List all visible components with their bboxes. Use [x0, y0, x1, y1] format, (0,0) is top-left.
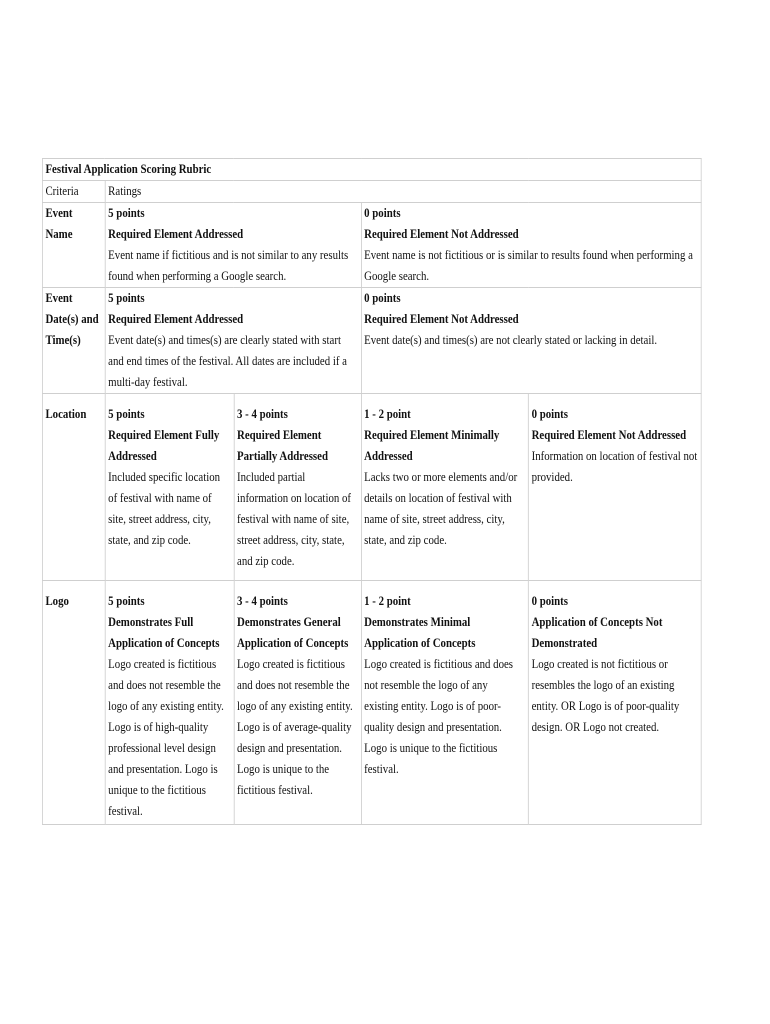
ratings-header: Ratings	[105, 181, 701, 203]
rating-heading: Required Element Not Addressed	[531, 428, 687, 442]
rating-cell	[234, 394, 361, 581]
rating-points: 0 points	[364, 206, 401, 220]
location-row	[42, 394, 701, 581]
rating-heading: Demonstrates Minimal Application of Concepts	[364, 615, 476, 650]
rating-heading: Required Element Minimally Addressed	[364, 428, 500, 463]
rating-cell	[105, 394, 234, 581]
rating-points: 0 points	[531, 594, 569, 608]
rating-heading: Required Element Addressed	[108, 312, 244, 326]
rating-heading: Required Element Not Addressed	[364, 312, 519, 326]
rating-cell	[361, 394, 528, 581]
rating-heading: Required Element Fully Addressed	[108, 428, 220, 463]
rating-points: 1 - 2 point	[364, 407, 411, 421]
rating-points: 5 points	[108, 206, 145, 220]
rating-description: Logo created is fictitious and does not resemble the logo of any existing entity. Logo is of average-quality design and presentation. Logo is unique to the fictitious festival.	[237, 657, 353, 797]
rating-heading: Demonstrates Full Application of Concepts	[108, 615, 220, 650]
rating-description: Event date(s) and times(s) are not clearly stated or lacking in detail.	[364, 333, 658, 347]
rating-cell	[234, 581, 361, 825]
rating-description: Logo created is fictitious and does not resemble the logo of any existing entity. Logo is of poor-quality design and presentation. Logo is unique to the fictitious festival.	[364, 657, 514, 776]
rating-heading: Required Element Addressed	[108, 227, 244, 241]
criterion-location: Location	[42, 394, 105, 581]
rating-points: 0 points	[364, 291, 401, 305]
rating-cell	[105, 581, 234, 825]
rating-description: Logo created is not fictitious or resembles the logo of an existing entity. OR Logo is of poor-quality design. OR Logo not created.	[531, 657, 680, 734]
rating-description: Lacks two or more elements and/or details on location of festival with name of site, street address, city, state, and zip code.	[364, 470, 518, 547]
rating-description: Event date(s) and times(s) are clearly stated with start and end times of the festival. All dates are included if a multi-day festival.	[108, 333, 347, 389]
rating-description: Logo created is fictitious and does not resemble the logo of any existing entity. Logo is of high-quality professional level design and presentation. Logo is unique to the fictitious festival.	[108, 657, 224, 818]
scoring-rubric-table	[42, 158, 702, 825]
rating-points: 5 points	[108, 594, 145, 608]
rating-cell	[105, 288, 361, 394]
rubric-title: Festival Application Scoring Rubric	[42, 159, 701, 181]
rating-points: 3 - 4 points	[237, 407, 288, 421]
criteria-header: Criteria	[42, 181, 105, 203]
rating-heading: Application of Concepts Not Demonstrated	[531, 615, 663, 650]
rating-description: Event name is not fictitious or is similar to results found when performing a Google search.	[364, 248, 693, 283]
rating-cell	[361, 203, 701, 288]
rating-heading: Required Element Not Addressed	[364, 227, 519, 241]
rating-cell	[361, 288, 701, 394]
rating-heading: Required Element Partially Addressed	[237, 428, 328, 463]
rating-points: 5 points	[108, 407, 145, 421]
event-name-row	[42, 203, 701, 288]
rating-description: Event name if fictitious and is not similar to any results found when performing a Google search.	[108, 248, 349, 283]
rating-points: 0 points	[531, 407, 569, 421]
criterion-logo: Logo	[42, 581, 105, 825]
title-row	[42, 159, 701, 181]
rating-description: Included partial information on location of festival with name of site, street address, city, state, and zip code.	[237, 470, 352, 568]
rating-cell	[361, 581, 528, 825]
rating-description: Information on location of festival not provided.	[531, 449, 698, 484]
header-row	[42, 181, 701, 203]
criterion-event-name: Event Name	[42, 203, 105, 288]
event-dates-row	[42, 288, 701, 394]
criterion-event-dates: Event Date(s) and Time(s)	[42, 288, 105, 394]
rating-points: 3 - 4 points	[237, 594, 288, 608]
rating-points: 5 points	[108, 291, 145, 305]
rating-cell	[529, 581, 702, 825]
logo-row	[42, 581, 701, 825]
rating-description: Included specific location of festival with name of site, street address, city, state, and zip code.	[108, 470, 221, 547]
rating-cell	[529, 394, 702, 581]
rating-points: 1 - 2 point	[364, 594, 411, 608]
rating-heading: Demonstrates General Application of Concepts	[237, 615, 349, 650]
rating-cell	[105, 203, 361, 288]
